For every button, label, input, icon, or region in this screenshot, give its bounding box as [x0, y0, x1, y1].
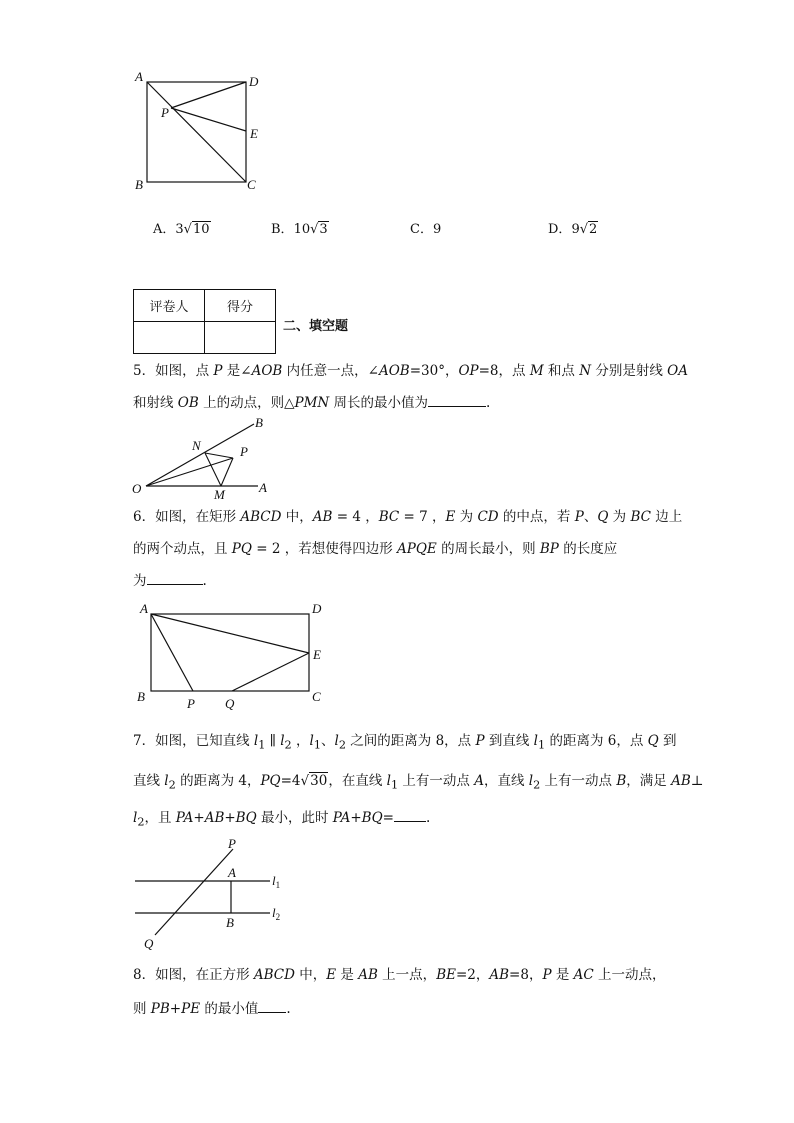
label-c: C — [247, 177, 256, 192]
label-p: P — [228, 836, 236, 851]
label-d: D — [312, 601, 322, 616]
label-c: C — [312, 689, 321, 704]
label-p: P — [161, 105, 169, 120]
q4-choice-a: A．3√10 — [153, 222, 210, 237]
segment-qe — [232, 653, 309, 691]
segment-pd — [171, 82, 246, 108]
label-b: B — [255, 415, 263, 430]
q4-choice-c: C．9 — [410, 222, 442, 237]
label-q: Q — [144, 936, 154, 951]
label-m: M — [214, 487, 225, 502]
q8-line1: 8．如图，在正方形 ABCD 中，E 是 AB 上一点，BE=2，AB=8，P 是 AC 上一动点， — [133, 967, 666, 983]
section-title: 二、填空题 — [283, 319, 349, 334]
segment-ae — [151, 614, 309, 653]
q4-choice-b: B．10√3 — [271, 222, 328, 237]
label-a: A — [135, 69, 143, 84]
grader-header: 评卷人 — [134, 290, 205, 322]
label-o: O — [132, 481, 142, 496]
label-p: P — [240, 444, 248, 459]
q6-line1: 6．如图，在矩形 ABCD 中，AB = 4 ，BC = 7 ，E 为 CD 的中点，若 P、Q 为 BC 边上 — [133, 509, 683, 525]
label-n: N — [192, 438, 201, 453]
q5-line1: 5．如图，点 P 是∠AOB 内任意一点，∠AOB=30°，OP=8，点 M 和点 N 分别是射线 OA — [133, 363, 688, 379]
diagonal-ac — [147, 82, 246, 182]
q7-answer-blank[interactable] — [394, 808, 426, 822]
label-l2: $l_2$ — [272, 905, 281, 922]
q4-choice-d: D．9√2 — [548, 222, 598, 237]
label-e: E — [313, 647, 321, 662]
label-d: D — [249, 74, 259, 89]
score-header: 得分 — [205, 290, 276, 322]
segment-pq — [155, 849, 233, 935]
segment-op — [146, 458, 233, 486]
figure-q7-parallel-lines — [130, 836, 300, 954]
label-e: E — [250, 126, 258, 141]
ray-ob — [146, 424, 254, 486]
label-a: A — [228, 865, 236, 880]
q5-line2: 和射线 OB 上的动点，则△PMN 周长的最小值为 . — [133, 395, 491, 411]
label-a: A — [259, 480, 267, 495]
label-a: A — [140, 601, 148, 616]
label-b: B — [135, 177, 143, 192]
segment-pe — [171, 108, 246, 131]
segment-mp — [221, 458, 233, 486]
segment-ap — [151, 614, 193, 691]
segment-nm — [205, 453, 221, 486]
q6-line2: 的两个动点，且 PQ = 2 ，若想使得四边形 APQE 的周长最小，则 BP 的长度应 — [133, 541, 618, 557]
q6-answer-blank[interactable] — [147, 571, 203, 585]
rectangle-abcd — [151, 614, 309, 691]
q5-answer-blank[interactable] — [428, 393, 486, 407]
score-cell[interactable] — [205, 322, 276, 354]
figure-q6-rectangle — [134, 598, 334, 714]
grader-table — [133, 289, 276, 354]
label-b: B — [137, 689, 145, 704]
figure-q5-angle — [128, 412, 278, 504]
label-p: P — [187, 696, 195, 711]
q8-answer-blank[interactable] — [258, 999, 286, 1013]
label-l1: $l_1$ — [272, 873, 281, 890]
grader-cell[interactable] — [134, 322, 205, 354]
q6-line3: 为 . — [133, 573, 207, 589]
label-q: Q — [225, 696, 235, 711]
label-b: B — [226, 915, 234, 930]
figure-q4-square — [130, 66, 270, 196]
q8-line2: 则 PB+PE 的最小值 . — [133, 1001, 291, 1017]
q7-line3: $l_2$，且 PA+AB+BQ 最小，此时 PA+BQ= . — [133, 810, 431, 829]
segment-np — [205, 453, 233, 458]
q7-line2: 直线 $l_2$ 的距离为 4，PQ=4√30，在直线 $l_1$ 上有一动点 A，直线 $l_2$ 上有一动点 B，满足 AB⊥ — [133, 773, 704, 792]
q7-line1: 7．如图，已知直线 $l_1$ ∥ $l_2$ ，$l_1$、$l_2$ 之间的距离为 8，点 P 到直线 $l_1$ 的距离为 6，点 Q 到 — [133, 733, 677, 752]
